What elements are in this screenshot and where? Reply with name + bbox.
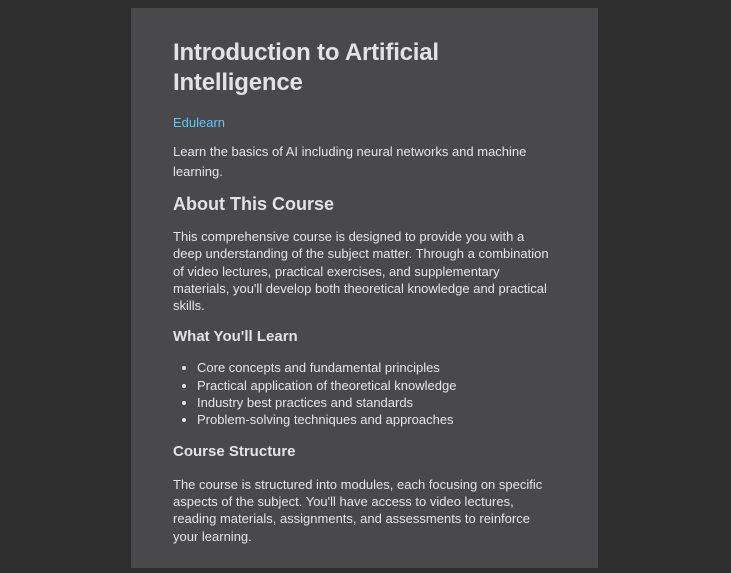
course-title: Introduction to Artificial Intelligence [173,39,439,96]
structure-heading: Course Structure [173,442,296,460]
list-item: • Industry best practices and standards [197,394,556,411]
list-item: • Core concepts and fundamental principles [197,359,556,376]
about-text: This comprehensive course is designed to provide you with a deep understanding of the subject matter. Through a combination of video lectures, practical exercises, and supplementary materials, you'll develop both theoretical knowledge and practical skills. [173,229,549,314]
structure-text: The course is structured into modules, each focusing on specific aspects of the subject. You'll have access to video lectures, reading materials, assignments, and assessments to reinforce your learning. [173,476,543,544]
learn-heading: What You'll Learn [173,328,298,346]
provider-link[interactable]: Edulearn [173,115,226,130]
list-item: • Practical application of theoretical knowledge [197,377,556,394]
about-heading: About This Course [173,194,334,214]
course-summary: Learn the basics of AI including neural networks and machine learning. [173,144,527,179]
course-page [131,8,598,568]
list-item: • Problem-solving techniques and approaches [197,411,556,428]
learn-list [173,359,556,428]
